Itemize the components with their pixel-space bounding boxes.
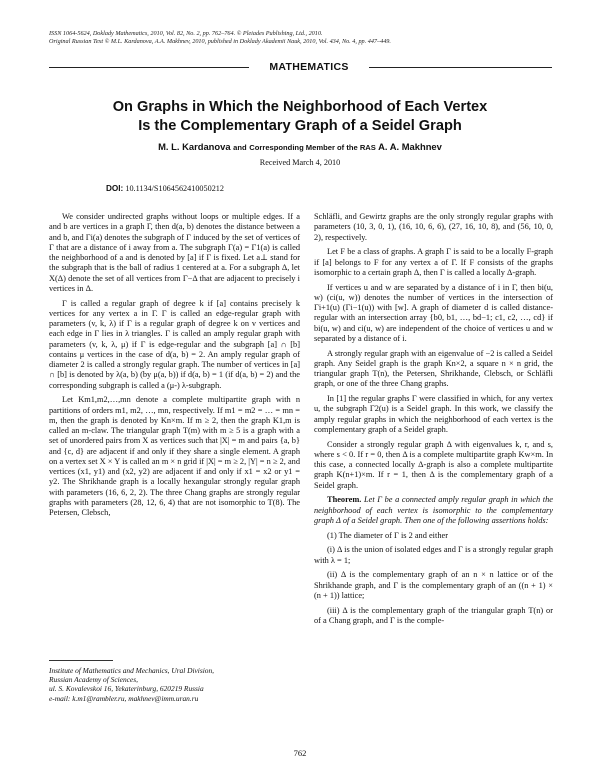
left-column (49, 212, 300, 523)
paragraph: If vertices u and w are separated by a distance of i in Γ, then bi(u, w) (ci(u, w)) denotes the number of vertices in the intersection of Γi+1(u) (Γi−1(u)) with [w]. A graph of diameter d is called distance-regular with an intersection array {b0, b1, …, bd−1; c1, c2, …, cd} if bi(u, w) and ci(u, w) are independent of the choice of vertices u and w separated by a distance of i. (314, 282, 553, 343)
section-rule-right (369, 67, 552, 68)
footnote-line: Russian Academy of Sciences, (49, 675, 138, 685)
theorem-statement (314, 495, 553, 526)
journal-header (49, 30, 391, 46)
paragraph: Schläfli, and Gewirtz graphs are the only strongly regular graphs with parameters (10, 3, 0, 1), (16, 10, 6, 6), (27, 16, 10, 8), and (56, 10, 0, 2), respectively. (314, 212, 553, 242)
received-date: Received March 4, 2010 (259, 158, 341, 167)
author-2: A. A. Makhnev (378, 141, 442, 152)
authors-connector: and (233, 143, 247, 152)
section-rule-left (49, 67, 249, 68)
paragraph: A strongly regular graph with an eigenvalue of −2 is called a Seidel graph. Any Seidel graph is the graph Kn×2, a square n × n grid, the triangular graph T(n), the Petersen, Shrikhande, Clebsch, or Schläfli graph, or one of the three Chang graphs. (314, 348, 553, 389)
theorem-item: (1) The diameter of Γ is 2 and either (327, 530, 448, 540)
theorem-item: (ii) Δ is the complementary graph of an n × n lattice or of the Shrikhande graph, and Γ is the complementary graph of an ((n + 1) × (n + 1)) lattice; (314, 570, 553, 600)
paragraph: Γ is called a regular graph of degree k if [a] contains precisely k vertices for any vertex a in Γ. Γ is called an edge-regular graph with parameters (v, k, λ) if Γ is a regular graph of degree k on v vertices and each edge in Γ lies in λ triangles. Γ is called an amply regular graph with parameters (v, k, λ, μ) if Γ is edge-regular and the subgraph [a] ∩ [b] contains μ vertices in the case of d(a, b) = 2. An amply regular graph of diameter 2 is called a strongly regular graph. The number of vertices in [a] ∩ [b] is denoted by λ(a, b) (by μ(a, b)) if d(a, b) = 1 (if d(a, b) = 2) and the corresponding subgraph is called a (μ-) λ-subgraph. (49, 298, 300, 390)
right-column (314, 212, 553, 631)
footnote-email[interactable]: e-mail: k.m1@rambler.ru, makhnev@imm.uran.ru (49, 693, 199, 703)
paper-title (40, 98, 560, 136)
title-line-2: Is the Complementary Graph of a Seidel Graph (138, 118, 462, 134)
title-line-1: On Graphs in Which the Neighborhood of Each Vertex (112, 99, 488, 115)
paragraph: Consider a strongly regular graph Δ with eigenvalues k, r, and s, where s < 0. If r = 0, then Δ is a complete multipartite graph Kw×m. In this case, a connected locally Δ-graph is also a complete multipartite graph K(n+1)×m. If r = 1, then Δ is the complementary graph of a Seidel graph. (314, 439, 553, 490)
author-2-role: Corresponding Member of the RAS (249, 143, 376, 152)
affiliation-footnote (49, 666, 301, 703)
section-banner (0, 60, 600, 74)
footnote-line: ul. S. Kovalevskoi 16, Yekaterinburg, 620219 Russia (49, 684, 204, 694)
header-line-1: ISSN 1064-5624, Doklady Mathematics, 2010, Vol. 82, No. 2, pp. 762–764. © Pleiades Publishing, Ltd., 2010. (49, 30, 323, 37)
footnote-line: Institute of Mathematics and Mechanics, Ural Division, (49, 666, 215, 675)
footnote-rule (49, 660, 113, 661)
author-1: M. L. Kardanova (158, 141, 231, 152)
paragraph: Let F be a class of graphs. A graph Γ is said to be a locally F-graph if [a] belongs to F for any vertex a of Γ. If F consists of the graphs isomorphic to a certain graph Δ, then Γ is called a locally Δ-graph. (314, 247, 553, 277)
doi (106, 184, 224, 193)
doi-label: DOI: (106, 184, 124, 193)
authors (40, 141, 560, 152)
theorem-label: Theorem. (327, 495, 362, 505)
paragraph: In [1] the regular graphs Γ were classified in which, for any vertex u, the subgraph Γ2(u) is a Seidel graph. In this work, we classify the amply regular graphs in which the neighborhood of each vertex is the complementary graph of a Seidel graph. (314, 394, 553, 434)
theorem-text: Let Γ be a connected amply regular graph in which the neighborhood of each vertex is isomorphic to the complementary graph Δ of a Seidel graph. Then one of the following assertions holds: (314, 495, 553, 525)
section-label: MATHEMATICS (269, 61, 349, 73)
paragraph: We consider undirected graphs without loops or multiple edges. If a and b are vertices in a graph Γ, then d(a, b) denotes the distance between a and b, and Γi(a) denotes the subgraph of Γ induced by the set of vertices of Γ that are a distance of i away from a. The subgraph Γ(a) = Γ1(a) is called the neighborhood of a and is denoted by [a] if Γ is fixed. Let a⊥ stand for the subgraph that is the ball of radius 1 centered at a. For a subgraph Δ, let X(Δ) denote the set of all vertices from Γ−Δ that are adjacent to precisely i vertices in Δ. (49, 212, 300, 293)
page-number: 762 (293, 748, 307, 758)
paragraph: Let Km1,m2,…,mn denote a complete multipartite graph with n partitions of orders m1, m2, …, mn, respectively. If m1 = m2 = … = mn = m, then the graph is denoted by Kn×m. If m ≥ 2, then the graph K1,m is called an m-claw. The triangular graph T(m) with m ≥ 5 is a graph with a set of unordered pairs from X as vertices such that |X| = m and pairs {a, b} and {c, d} are adjacent if and only if they share a single element. A graph on a vertex set X × Y is called an m × n grid if |X| = m ≥ 2, |Y| = n ≥ 2, and vertices (x1, y1) and (x2, y2) are adjacent if and only if x1 = x2 or y1 = y2. The Shrikhande graph is a locally hexangular strongly regular graph with parameters (16, 6, 2, 2). The three Chang graphs are strongly regular graphs with parameters (28, 12, 6, 4) that are not isomorphic to T(8). The Petersen, Clebsch, (49, 395, 300, 517)
doi-value[interactable]: 10.1134/S1064562410050212 (125, 184, 224, 193)
theorem-item: (i) Δ is the union of isolated edges and Γ is a strongly regular graph with λ = 1; (314, 545, 553, 565)
header-line-2: Original Russian Text © M.L. Kardanova, A.A. Makhnev, 2010, published in Doklady Akademii Nauk, 2010, Vol. 434, No. 4, pp. 447–449. (49, 38, 391, 45)
theorem-item: (iii) Δ is the complementary graph of the triangular graph T(n) or of a Chang graph, and Γ is the comple- (314, 605, 553, 625)
